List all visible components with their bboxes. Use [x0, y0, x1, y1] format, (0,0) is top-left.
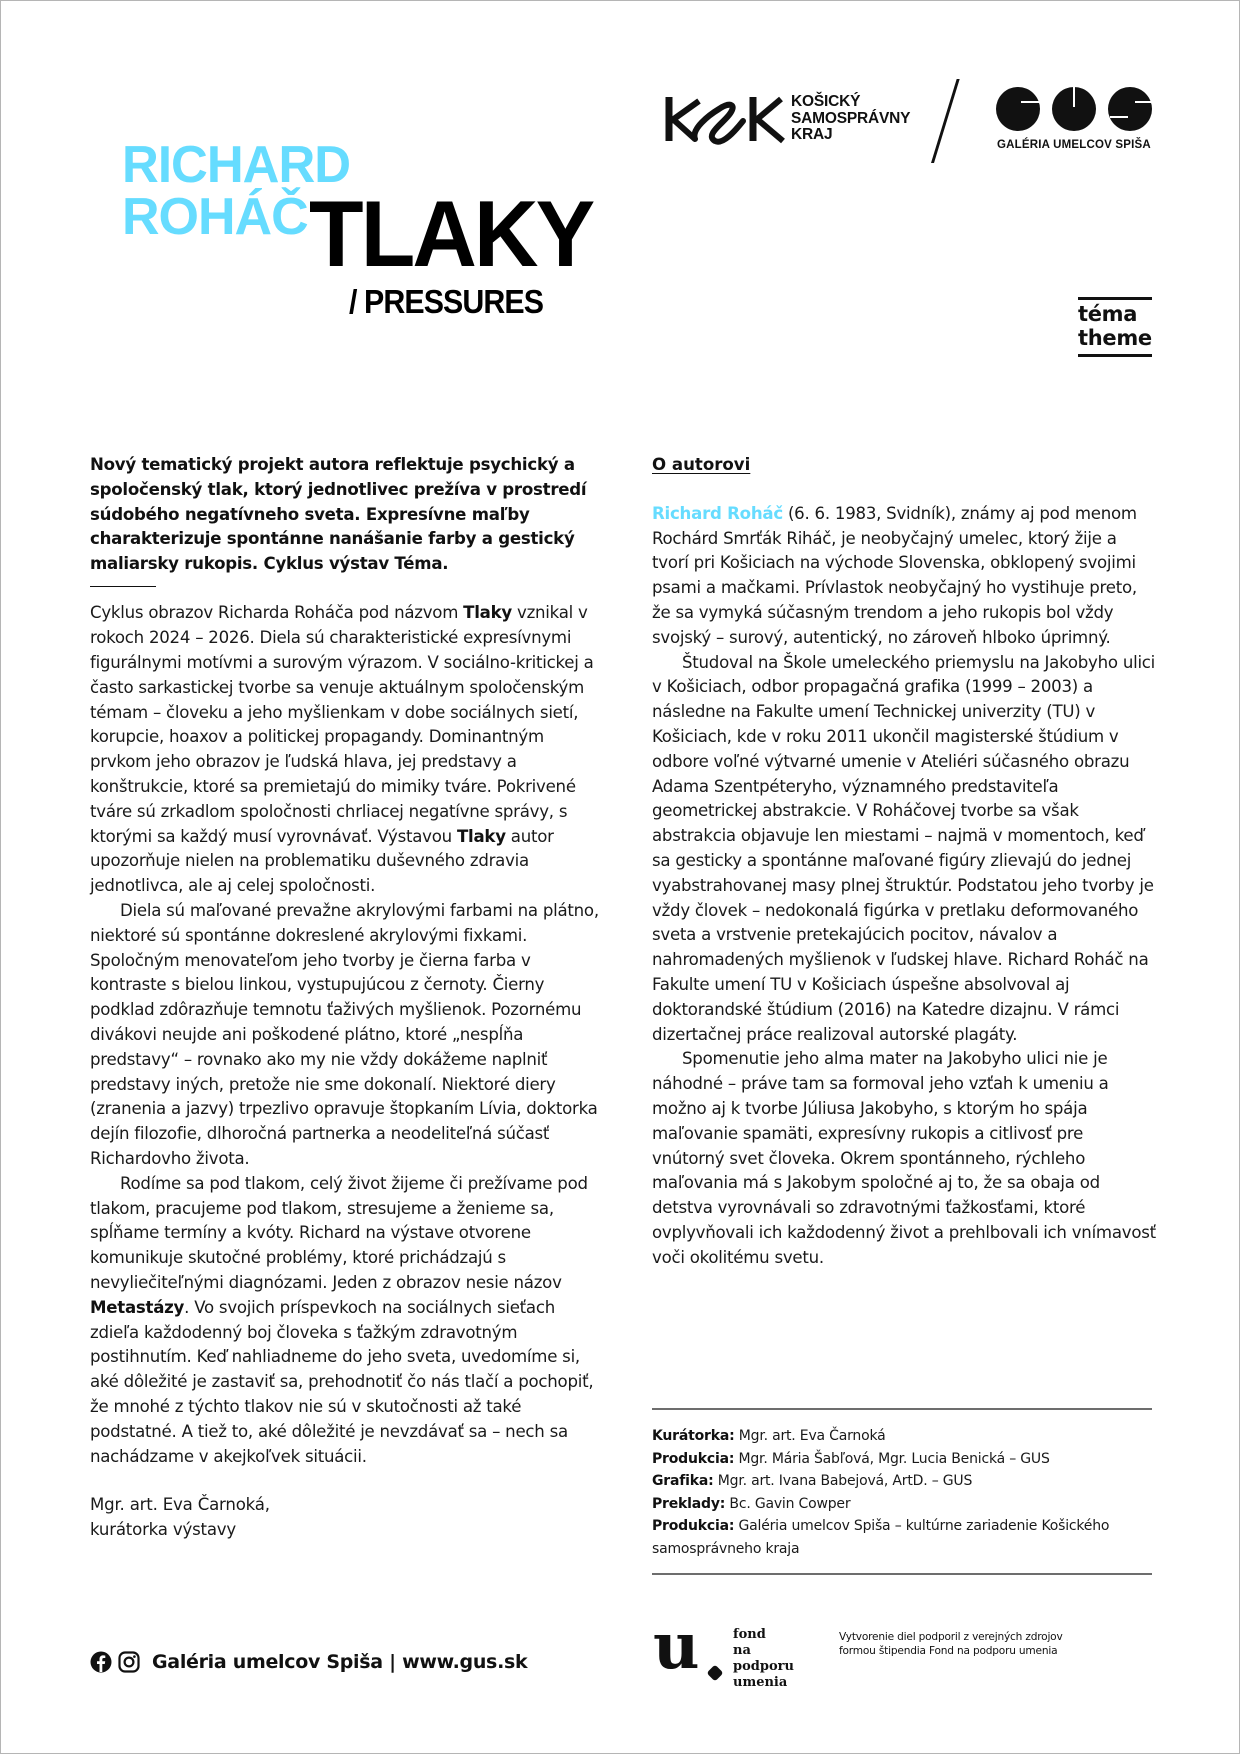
theme-label-sk: téma	[1078, 302, 1138, 326]
theme-badge	[1078, 297, 1152, 357]
curator-paragraph-2: Diela sú maľované prevažne akrylovými farbami na plátno, niektoré sú spontánne dokreslené akrylovými fixkami. Spoločným menovateľom jeho tvorby je čierna farba v kontraste s bielou linkou, vystupujúcou z černoty. Čierny podklad zdôrazňuje temnotu ťaživých myšlienok. Pozornému divákovi neujde ani poškodené plátno, ktoré „nespĺňa predstavy“ – rovnako ako my nie vždy dokážeme naplniť predstavy iných, pretože nie sme dokonalí. Niektoré diery (zranenia a jazvy) trpezlivo opravuje štopkaním Lívia, doktorka dejín filozofie, dlhoročná partnerka a neodeliteľná súčasť Richardovho života.	[90, 901, 599, 1169]
credit-label: Produkcia:	[652, 1518, 735, 1535]
fond-na-podporu-umenia-logo	[653, 1609, 813, 1690]
exhibition-title: TLAKY	[309, 181, 593, 286]
theme-label-en: theme	[1078, 326, 1152, 350]
credit-value: Galéria umelcov Spiša – kultúrne zariadenie Košického samosprávneho kraja	[652, 1518, 1110, 1557]
funding-note	[839, 1630, 1069, 1658]
theme-rule-bottom	[1078, 354, 1152, 357]
credit-label: Preklady:	[652, 1495, 726, 1512]
about-paragraph-1	[652, 502, 1157, 651]
credit-value: Mgr. art. Eva Čarnoká	[734, 1428, 886, 1444]
text-span: Cyklus obrazov Richarda Roháča pod názvom	[90, 603, 464, 623]
text-span: . Vo svojich príspevkoch na sociálnych sieťach zdieľa každodenný boj človeka s ťažkým zdravotným postihnutím. Keď nahliadneme do jeho sveta, uvedomíme si, aké dôležité je zastaviť sa, prehodnotiť čo nás tlačí a pochopiť, že mnohé z týchto tlakov nie sú v skutočnosti až také podstatné. A tiež to, aké dôležité je nevzdávať sa – nech sa nachádzame v akejkoľvek situácii.	[90, 1297, 594, 1466]
about-author-column	[652, 453, 1157, 1271]
fond-line-1: fond	[733, 1627, 766, 1642]
funding-note-line-1: Vytvorenie diel podporil z verejných zdrojov	[839, 1631, 1063, 1643]
ksk-line-3: KRAJ	[791, 126, 833, 143]
ksk-wordmark	[791, 94, 910, 144]
credit-graphics	[652, 1470, 1152, 1493]
logo-divider	[931, 79, 960, 163]
gus-logo	[995, 85, 1155, 155]
ksk-line-2: SAMOSPRÁVNY	[791, 109, 911, 127]
ksk-logo	[665, 91, 915, 151]
text-span: (6. 6. 1983, Svidník), známy aj pod menom Rochárd Smrťák Riháč, je neobyčajný umelec, ktorý žije a tvorí pri Košiciach na východe Slovenska, obklopený svojimi psami a mačkami. Prívlastok neobyčajný ho vystihuje preto, že sa vymyká súčasným trendom a jeho rukopis bol vždy svojský – surový, autentický, no zároveň hlboko úprimný.	[652, 503, 1137, 647]
facebook-icon[interactable]	[90, 1651, 112, 1673]
credit-label: Kurátorka:	[652, 1428, 735, 1444]
bold-title-tlaky: Tlaky	[463, 603, 512, 623]
credits-rule-bottom	[652, 1573, 1152, 1575]
credit-production	[652, 1448, 1152, 1471]
curator-text-column	[90, 453, 600, 1543]
text-span: vznikal v rokoch 2024 – 2026. Diela sú charakteristické expresívnymi figurálnymi motívmi a surovým výrazom. V sociálno-kritickej a často sarkastickej tvorbe sa venuje aktuálnym spoločenským témam – človeku a jeho myšlienkam v dobe sociálnych sietí, korupcie, hoaxov a politickej propagandy. Dominantným prvkom jeho obrazov je ľudská hlava, jej predstavy a konštrukcie, ktoré sa premietajú do mimiky tváre. Pokrivené tváre sú zrkadlom spoločnosti chrliacej negatívne správy, s ktorými sa každý musí vyrovnávať. Výstavou	[90, 603, 594, 846]
about-paragraph-3: Spomenutie jeho alma mater na Jakobyho ulici nie je náhodné – práve tam sa formoval jeho vzťah k umeniu a možno aj k tvorbe Júliusa Jakobyho, s ktorým ho spája maľovanie spamäti, expresívny rukopis a citlivosť pre vnútorný svet človeka. Okrem spontánneho, rýchleho maľovania má s Jakobym spoločné aj to, že sa obaja od detstva vyrovnávali so zdravotnými ťažkosťami, ktoré ovplyvňovali ich každodenný život a prehlbovali ich vnímavosť voči okolitému svetu.	[652, 1049, 1156, 1267]
credit-label: Produkcia:	[652, 1450, 735, 1467]
ksk-line-1: KOŠICKÝ	[791, 93, 861, 110]
gus-circles-icon	[995, 85, 1155, 137]
credit-value: Mgr. Mária Šabľová, Mgr. Lucia Benická – GUS	[734, 1450, 1050, 1467]
text-span: autor upozorňuje nielen na problematiku duševného zdravia jednotlivca, ale aj celej spoločnosti.	[90, 826, 554, 896]
artist-name-highlight: Richard Roháč	[652, 503, 783, 523]
curator-paragraph-3	[90, 1172, 600, 1470]
intro-paragraph: Nový tematický projekt autora reflektuje psychický a spoločenský tlak, ktorý jednotlivec prežíva v prostredí súdobého negatívneho sveta. Expresívne maľby charakterizuje spontánne nanášanie farby a gestický maliarsky rukopis. Cyklus výstav Téma.	[90, 455, 587, 574]
gus-wordmark: GALÉRIA UMELCOV SPIŠA	[997, 139, 1151, 151]
exhibition-subtitle: / PRESSURES	[349, 283, 544, 320]
credit-curator	[652, 1425, 1152, 1448]
funding-note-line-2: formou štipendia Fond na podporu umenia	[839, 1645, 1058, 1657]
fond-line-2: na podporu	[733, 1643, 794, 1674]
credits-block	[652, 1408, 1152, 1575]
footer-gallery-info	[90, 1651, 527, 1673]
curator-paragraph-1	[90, 601, 600, 899]
artist-first-name: RICHARD	[122, 136, 351, 194]
bold-title-tlaky: Tlaky	[456, 826, 506, 846]
artist-last-name: ROHÁČ	[122, 188, 308, 246]
gallery-website[interactable]: Galéria umelcov Spiša | www.gus.sk	[152, 1651, 528, 1673]
about-author-heading: O autorovi	[652, 455, 751, 474]
ksk-mark-icon	[665, 91, 787, 147]
fond-u-mark-icon: u	[653, 1609, 700, 1684]
text-span: Rodíme sa pod tlakom, celý život žijeme či prežívame pod tlakom, pracujeme pod tlakom, stresujeme a ženieme sa, spĺňame termíny a kvóty. Richard na výstave otvorene komunikuje skutočné problémy, ktoré prichádzajú s nevyliečiteľnými diagnózami. Jeden z obrazov nesie názov	[90, 1173, 588, 1292]
intro-divider	[90, 586, 156, 588]
credit-organization	[652, 1515, 1152, 1560]
credit-value: Bc. Gavin Cowper	[725, 1495, 851, 1512]
curator-name: Mgr. art. Eva Čarnoká,	[90, 1495, 270, 1515]
credit-label: Grafika:	[652, 1473, 714, 1490]
fond-wordmark	[733, 1627, 813, 1691]
about-paragraph-2: Študoval na Škole umeleckého priemyslu na Jakobyho ulici v Košiciach, odbor propagačná grafika (1999 – 2003) a následne na Fakulte umení Technickej univerzity (TU) v Košiciach, kde v roku 2011 ukončil magisterské štúdium v odbore voľné výtvarné umenie v Ateliéri súčasného obrazu Adama Szentpéteryho, významného predstaviteľa geometrickej abstrakcie. V Roháčovej tvorbe sa však abstrakcia objavuje len miestami – najmä v momentoch, keď sa gesticky a spontánne maľované figúry zlievajú do jednej vyabstrahovanej masy plnej štruktúr. Podstatou jeho tvorby je vždy človek – nedokonalá figúrka v pretlaku deformovaného sveta a vrstvenie pretekajúcich pocitov, návalov a nahromadených myšlienok v ľudskej hlave. Richard Roháč na Fakulte umení TU v Košiciach úspešne absolvoval aj doktorandské štúdium (2016) na Katedre dizajnu. V rámci dizertačnej práce realizoval autorské plagáty.	[652, 652, 1156, 1044]
curator-signature	[90, 1493, 600, 1543]
fond-dot-icon	[707, 1665, 724, 1682]
fond-line-3: umenia	[733, 1675, 788, 1690]
credit-value: Mgr. art. Ivana Babejová, ArtD. – GUS	[713, 1473, 973, 1490]
bold-title-metastazy: Metastázy	[90, 1297, 185, 1317]
curator-role: kurátorka výstavy	[90, 1520, 237, 1540]
credit-translations	[652, 1493, 1152, 1516]
instagram-icon[interactable]	[118, 1651, 140, 1673]
